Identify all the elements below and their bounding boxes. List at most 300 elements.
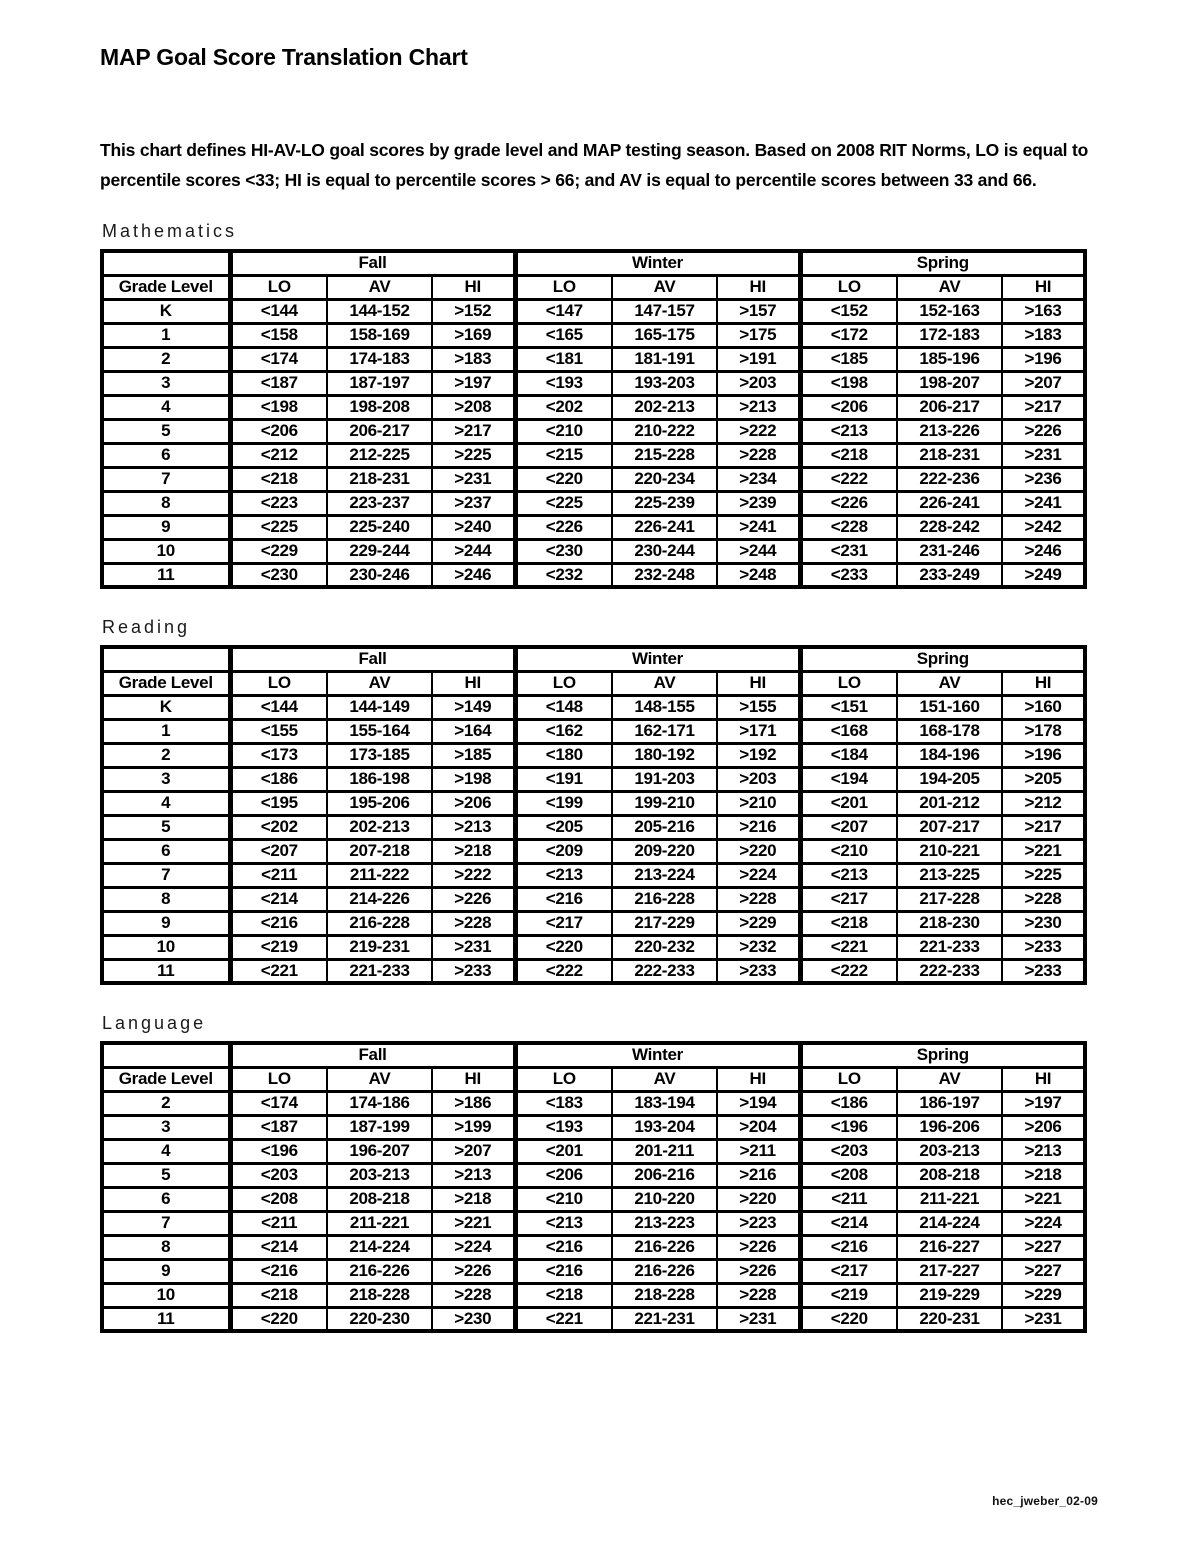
score-cell: >246	[432, 563, 515, 587]
grade-cell: K	[102, 299, 230, 323]
score-cell: <210	[515, 1187, 612, 1211]
score-cell: <225	[230, 515, 327, 539]
table-row	[102, 1211, 1085, 1235]
grade-cell: 7	[102, 863, 230, 887]
score-cell: >249	[1002, 563, 1085, 587]
intro-text: This chart defines HI-AV-LO goal scores by grade level and MAP testing season. Based on 2008 RIT Norms, LO is equal to percentile scores <33; HI is equal to percentile scores > 66; and AV is equal to percentile scores between 33 and 66.	[100, 140, 1089, 191]
score-cell: <212	[230, 443, 327, 467]
score-cell: 217-229	[612, 911, 717, 935]
score-cell: >218	[432, 1187, 515, 1211]
score-cell: <211	[800, 1187, 897, 1211]
season-header-fall: Fall	[230, 647, 515, 671]
score-cell: >178	[1002, 719, 1085, 743]
score-cell: >232	[717, 935, 800, 959]
score-cell: 191-203	[612, 767, 717, 791]
score-cell: <208	[230, 1187, 327, 1211]
score-cell: >237	[432, 491, 515, 515]
sub-header-lo: LO	[515, 671, 612, 695]
score-cell: >222	[717, 419, 800, 443]
score-cell: 210-222	[612, 419, 717, 443]
score-cell: <221	[800, 935, 897, 959]
score-cell: <147	[515, 299, 612, 323]
score-cell: 203-213	[897, 1139, 1002, 1163]
score-cell: 232-248	[612, 563, 717, 587]
season-header-winter: Winter	[515, 251, 800, 275]
score-cell: <222	[515, 959, 612, 983]
score-cell: <222	[800, 467, 897, 491]
score-cell: 222-233	[612, 959, 717, 983]
score-cell: >218	[1002, 1163, 1085, 1187]
score-cell: <215	[515, 443, 612, 467]
grade-cell: 2	[102, 1091, 230, 1115]
score-cell: >204	[717, 1115, 800, 1139]
score-cell: <186	[800, 1091, 897, 1115]
grade-cell: 8	[102, 887, 230, 911]
score-cell: <201	[800, 791, 897, 815]
grade-cell: 5	[102, 1163, 230, 1187]
table-row	[102, 719, 1085, 743]
score-cell: 208-218	[897, 1163, 1002, 1187]
score-cell: 186-198	[327, 767, 432, 791]
sub-header-hi: HI	[432, 1067, 515, 1091]
score-cell: 187-197	[327, 371, 432, 395]
score-cell: >228	[432, 911, 515, 935]
score-cell: 213-224	[612, 863, 717, 887]
score-cell: 219-231	[327, 935, 432, 959]
score-cell: 206-217	[897, 395, 1002, 419]
score-cell: 216-226	[612, 1235, 717, 1259]
score-cell: <203	[800, 1139, 897, 1163]
table-row	[102, 515, 1085, 539]
table-row	[102, 1091, 1085, 1115]
score-cell: 198-207	[897, 371, 1002, 395]
score-cell: >205	[1002, 767, 1085, 791]
score-cell: <162	[515, 719, 612, 743]
score-cell: 226-241	[612, 515, 717, 539]
score-cell: <207	[800, 815, 897, 839]
score-cell: 181-191	[612, 347, 717, 371]
score-cell: <194	[800, 767, 897, 791]
score-cell: 206-216	[612, 1163, 717, 1187]
table-row	[102, 491, 1085, 515]
score-cell: >169	[432, 323, 515, 347]
season-header-winter: Winter	[515, 1043, 800, 1067]
score-cell: <226	[800, 491, 897, 515]
score-cell: 211-221	[327, 1211, 432, 1235]
score-cell: 183-194	[612, 1091, 717, 1115]
score-cell: >203	[717, 767, 800, 791]
score-cell: <196	[230, 1139, 327, 1163]
grade-cell: K	[102, 695, 230, 719]
score-cell: >230	[432, 1307, 515, 1331]
score-cell: >236	[1002, 467, 1085, 491]
score-cell: <222	[800, 959, 897, 983]
score-cell: 209-220	[612, 839, 717, 863]
score-cell: 218-231	[897, 443, 1002, 467]
score-cell: >164	[432, 719, 515, 743]
score-cell: >233	[717, 959, 800, 983]
score-cell: 207-217	[897, 815, 1002, 839]
sub-header-lo: LO	[230, 671, 327, 695]
score-cell: <205	[515, 815, 612, 839]
score-cell: >231	[1002, 443, 1085, 467]
sub-header-lo: LO	[515, 1067, 612, 1091]
score-cell: >239	[717, 491, 800, 515]
score-cell: >221	[432, 1211, 515, 1235]
score-cell: >197	[432, 371, 515, 395]
score-cell: <216	[515, 887, 612, 911]
score-cell: 216-226	[612, 1259, 717, 1283]
score-cell: 174-186	[327, 1091, 432, 1115]
score-cell: 225-239	[612, 491, 717, 515]
score-cell: 172-183	[897, 323, 1002, 347]
sub-header-lo: LO	[800, 275, 897, 299]
score-cell: 220-231	[897, 1307, 1002, 1331]
season-header-spring: Spring	[800, 1043, 1085, 1067]
sub-header-hi: HI	[1002, 1067, 1085, 1091]
score-cell: 165-175	[612, 323, 717, 347]
grade-cell: 6	[102, 443, 230, 467]
score-cell: 173-185	[327, 743, 432, 767]
score-cell: >224	[717, 863, 800, 887]
score-cell: <174	[230, 347, 327, 371]
score-cell: <148	[515, 695, 612, 719]
score-cell: >220	[717, 839, 800, 863]
score-cell: <168	[800, 719, 897, 743]
grade-cell: 1	[102, 719, 230, 743]
score-cell: >163	[1002, 299, 1085, 323]
score-cell: 184-196	[897, 743, 1002, 767]
score-cell: 205-216	[612, 815, 717, 839]
sub-header-lo: LO	[230, 275, 327, 299]
grade-cell: 11	[102, 1307, 230, 1331]
grade-cell: 7	[102, 467, 230, 491]
score-cell: <232	[515, 563, 612, 587]
score-cell: <186	[230, 767, 327, 791]
score-cell: >197	[1002, 1091, 1085, 1115]
score-cell: >242	[1002, 515, 1085, 539]
score-cell: >248	[717, 563, 800, 587]
score-cell: >216	[717, 1163, 800, 1187]
score-cell: >212	[1002, 791, 1085, 815]
score-cell: 147-157	[612, 299, 717, 323]
score-cell: <158	[230, 323, 327, 347]
score-cell: >241	[1002, 491, 1085, 515]
sub-header-hi: HI	[432, 275, 515, 299]
grade-cell: 6	[102, 839, 230, 863]
score-cell: <196	[800, 1115, 897, 1139]
score-cell: <202	[230, 815, 327, 839]
score-cell: 221-233	[327, 959, 432, 983]
score-cell: >207	[1002, 371, 1085, 395]
score-cell: >217	[1002, 395, 1085, 419]
section-heading-reading: Reading	[102, 617, 191, 638]
score-cell: 151-160	[897, 695, 1002, 719]
score-cell: <230	[515, 539, 612, 563]
table-row	[102, 419, 1085, 443]
sub-header-lo: LO	[230, 1067, 327, 1091]
grade-cell: 8	[102, 491, 230, 515]
score-cell: >226	[1002, 419, 1085, 443]
score-cell: <187	[230, 1115, 327, 1139]
score-cell: <231	[800, 539, 897, 563]
score-cell: >244	[717, 539, 800, 563]
score-cell: 211-221	[897, 1187, 1002, 1211]
score-cell: 214-224	[327, 1235, 432, 1259]
score-cell: >234	[717, 467, 800, 491]
season-header-row	[102, 251, 1085, 275]
sub-header-av: AV	[612, 275, 717, 299]
score-cell: <216	[230, 1259, 327, 1283]
table-row	[102, 395, 1085, 419]
score-cell: 196-206	[897, 1115, 1002, 1139]
score-cell: <165	[515, 323, 612, 347]
score-cell: <217	[515, 911, 612, 935]
score-cell: 220-232	[612, 935, 717, 959]
grade-cell: 9	[102, 1259, 230, 1283]
score-cell: 229-244	[327, 539, 432, 563]
score-cell: 155-164	[327, 719, 432, 743]
score-cell: >225	[432, 443, 515, 467]
score-cell: >175	[717, 323, 800, 347]
score-cell: >196	[1002, 347, 1085, 371]
corner-cell	[102, 647, 230, 671]
grade-cell: 4	[102, 1139, 230, 1163]
score-cell: <144	[230, 695, 327, 719]
score-cell: <216	[800, 1235, 897, 1259]
score-cell: 212-225	[327, 443, 432, 467]
sub-header-hi: HI	[717, 671, 800, 695]
grade-cell: 2	[102, 347, 230, 371]
score-cell: 230-246	[327, 563, 432, 587]
score-cell: <203	[230, 1163, 327, 1187]
score-cell: >210	[717, 791, 800, 815]
grade-cell: 1	[102, 323, 230, 347]
table-row	[102, 467, 1085, 491]
sub-header-row	[102, 1067, 1085, 1091]
score-cell: >226	[432, 1259, 515, 1283]
score-cell: >207	[432, 1139, 515, 1163]
score-cell: <225	[515, 491, 612, 515]
score-cell: <187	[230, 371, 327, 395]
sub-header-row	[102, 671, 1085, 695]
score-cell: 220-234	[612, 467, 717, 491]
score-cell: >233	[1002, 935, 1085, 959]
score-cell: <221	[515, 1307, 612, 1331]
table-row	[102, 563, 1085, 587]
score-cell: <206	[230, 419, 327, 443]
score-cell: >233	[432, 959, 515, 983]
score-cell: >192	[717, 743, 800, 767]
score-cell: >183	[1002, 323, 1085, 347]
score-cell: >155	[717, 695, 800, 719]
grade-cell: 4	[102, 395, 230, 419]
score-cell: 186-197	[897, 1091, 1002, 1115]
score-cell: <207	[230, 839, 327, 863]
score-cell: 180-192	[612, 743, 717, 767]
grade-level-header: Grade Level	[102, 275, 230, 299]
table-row	[102, 1115, 1085, 1139]
grade-cell: 4	[102, 791, 230, 815]
season-header-spring: Spring	[800, 647, 1085, 671]
language-table	[100, 1041, 1087, 1333]
score-cell: 218-228	[612, 1283, 717, 1307]
score-cell: >203	[717, 371, 800, 395]
score-cell: <208	[800, 1163, 897, 1187]
score-cell: <173	[230, 743, 327, 767]
table-row	[102, 935, 1085, 959]
mathematics-table	[100, 249, 1087, 589]
score-cell: 208-218	[327, 1187, 432, 1211]
section-heading-language: Language	[102, 1013, 207, 1034]
score-cell: <213	[800, 419, 897, 443]
score-cell: <210	[515, 419, 612, 443]
score-cell: >206	[1002, 1115, 1085, 1139]
score-cell: <218	[800, 911, 897, 935]
score-cell: >216	[717, 815, 800, 839]
score-cell: <181	[515, 347, 612, 371]
score-cell: >213	[432, 1163, 515, 1187]
score-cell: <213	[515, 1211, 612, 1235]
score-cell: 162-171	[612, 719, 717, 743]
score-cell: 213-226	[897, 419, 1002, 443]
score-cell: >186	[432, 1091, 515, 1115]
score-cell: 231-246	[897, 539, 1002, 563]
score-cell: >211	[717, 1139, 800, 1163]
score-cell: 218-228	[327, 1283, 432, 1307]
table-row	[102, 887, 1085, 911]
table-row	[102, 1187, 1085, 1211]
grade-cell: 5	[102, 419, 230, 443]
season-header-fall: Fall	[230, 1043, 515, 1067]
score-cell: >221	[1002, 1187, 1085, 1211]
score-cell: >149	[432, 695, 515, 719]
score-cell: 199-210	[612, 791, 717, 815]
score-cell: >241	[717, 515, 800, 539]
score-cell: 185-196	[897, 347, 1002, 371]
score-cell: 211-222	[327, 863, 432, 887]
score-cell: >217	[432, 419, 515, 443]
score-cell: <214	[230, 887, 327, 911]
score-cell: <198	[230, 395, 327, 419]
score-cell: 222-236	[897, 467, 1002, 491]
score-cell: >221	[1002, 839, 1085, 863]
score-cell: <217	[800, 1259, 897, 1283]
score-cell: 195-206	[327, 791, 432, 815]
score-cell: <220	[515, 935, 612, 959]
score-cell: 187-199	[327, 1115, 432, 1139]
score-cell: 220-230	[327, 1307, 432, 1331]
score-cell: >171	[717, 719, 800, 743]
table-row	[102, 959, 1085, 983]
score-cell: <220	[800, 1307, 897, 1331]
grade-cell: 11	[102, 563, 230, 587]
score-cell: 228-242	[897, 515, 1002, 539]
sub-header-av: AV	[327, 275, 432, 299]
score-cell: <183	[515, 1091, 612, 1115]
table-row	[102, 1259, 1085, 1283]
table-row	[102, 1283, 1085, 1307]
grade-cell: 9	[102, 515, 230, 539]
score-cell: <228	[800, 515, 897, 539]
score-cell: >227	[1002, 1235, 1085, 1259]
score-cell: 218-230	[897, 911, 1002, 935]
score-cell: >231	[717, 1307, 800, 1331]
sub-header-hi: HI	[717, 275, 800, 299]
corner-cell	[102, 251, 230, 275]
score-cell: >160	[1002, 695, 1085, 719]
score-cell: <152	[800, 299, 897, 323]
score-cell: <155	[230, 719, 327, 743]
score-cell: 221-231	[612, 1307, 717, 1331]
table-row	[102, 743, 1085, 767]
score-cell: >213	[1002, 1139, 1085, 1163]
score-cell: <216	[515, 1235, 612, 1259]
page-title: MAP Goal Score Translation Chart	[100, 44, 468, 70]
grade-cell: 10	[102, 539, 230, 563]
score-cell: 202-213	[612, 395, 717, 419]
score-cell: 214-226	[327, 887, 432, 911]
score-cell: <144	[230, 299, 327, 323]
score-cell: 196-207	[327, 1139, 432, 1163]
score-cell: 207-218	[327, 839, 432, 863]
score-cell: <201	[515, 1139, 612, 1163]
score-cell: >222	[432, 863, 515, 887]
score-cell: >196	[1002, 743, 1085, 767]
score-cell: <226	[515, 515, 612, 539]
score-cell: >199	[432, 1115, 515, 1139]
grade-cell: 10	[102, 935, 230, 959]
table-row	[102, 863, 1085, 887]
season-header-winter: Winter	[515, 647, 800, 671]
score-cell: <216	[230, 911, 327, 935]
score-cell: 221-233	[897, 935, 1002, 959]
section-heading-mathematics: Mathematics	[102, 221, 238, 242]
score-cell: <185	[800, 347, 897, 371]
score-cell: >217	[1002, 815, 1085, 839]
table-row	[102, 695, 1085, 719]
score-cell: <223	[230, 491, 327, 515]
score-cell: <211	[230, 863, 327, 887]
season-header-row	[102, 647, 1085, 671]
score-cell: 214-224	[897, 1211, 1002, 1235]
score-cell: 213-225	[897, 863, 1002, 887]
score-cell: <218	[230, 467, 327, 491]
score-cell: 217-228	[897, 887, 1002, 911]
score-cell: <191	[515, 767, 612, 791]
score-cell: 168-178	[897, 719, 1002, 743]
score-cell: 193-203	[612, 371, 717, 395]
table-row	[102, 1307, 1085, 1331]
score-cell: 193-204	[612, 1115, 717, 1139]
season-header-spring: Spring	[800, 251, 1085, 275]
score-cell: 225-240	[327, 515, 432, 539]
score-cell: 213-223	[612, 1211, 717, 1235]
score-cell: <220	[230, 1307, 327, 1331]
score-cell: >213	[717, 395, 800, 419]
grade-cell: 10	[102, 1283, 230, 1307]
table-row	[102, 299, 1085, 323]
score-cell: >231	[432, 935, 515, 959]
sub-header-av: AV	[327, 671, 432, 695]
score-cell: <199	[515, 791, 612, 815]
score-cell: <216	[515, 1259, 612, 1283]
score-cell: 201-211	[612, 1139, 717, 1163]
score-cell: >228	[1002, 887, 1085, 911]
grade-cell: 3	[102, 371, 230, 395]
grade-cell: 6	[102, 1187, 230, 1211]
reading-table	[100, 645, 1087, 985]
